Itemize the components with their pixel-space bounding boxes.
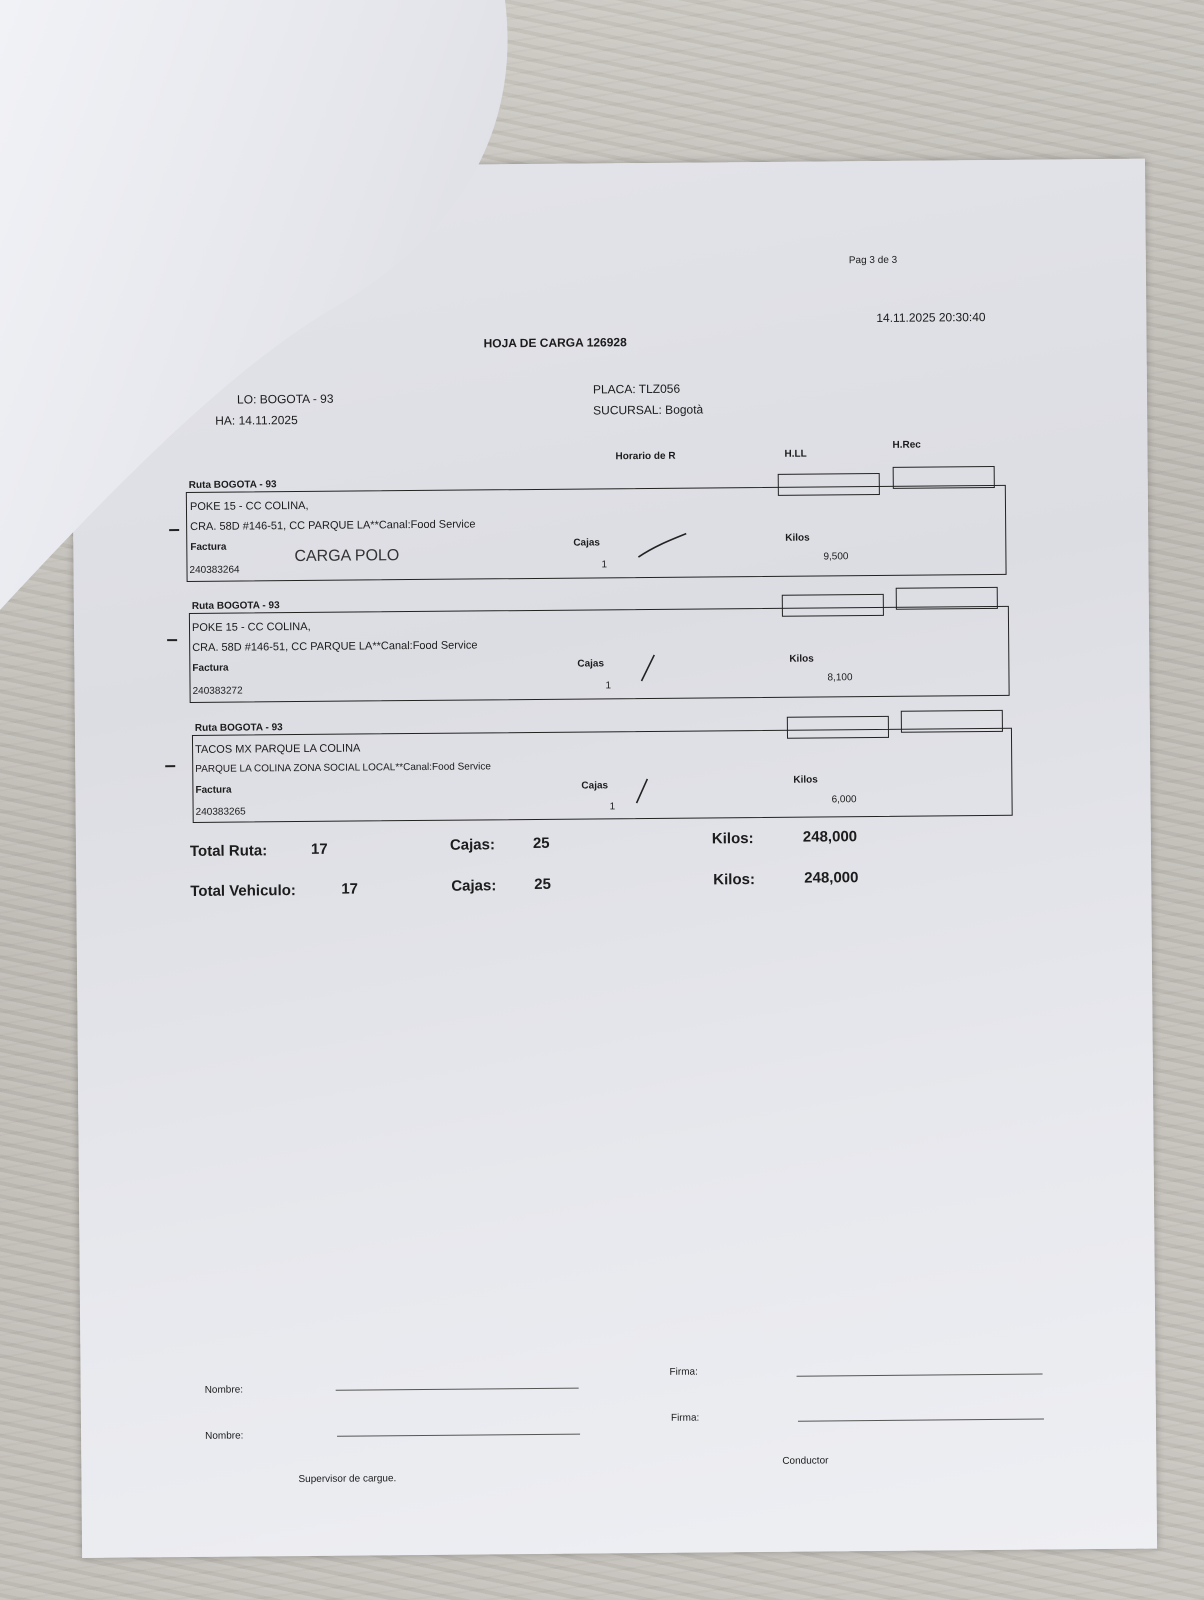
hrec-box	[893, 466, 995, 489]
total-route-cajas: 25	[532, 834, 550, 852]
total-route-cajas-label: Cajas:	[449, 836, 496, 854]
hll-box	[782, 594, 884, 617]
entry-factura-label: Factura	[192, 662, 229, 674]
entry-box	[186, 485, 1007, 582]
signature-firma-label: Firma:	[670, 1412, 700, 1424]
total-vehicle-value: 17	[341, 880, 359, 898]
tick-mark-icon	[169, 529, 179, 531]
entry-cajas-label: Cajas	[573, 537, 601, 549]
entry-route: Ruta BOGOTA - 93	[191, 600, 280, 612]
column-horario: Horario de R	[615, 450, 676, 463]
signature-line	[337, 1434, 580, 1437]
entry-factura: 240383265	[195, 806, 246, 818]
entry-kilos-label: Kilos	[785, 532, 810, 544]
entry-factura: 240383272	[192, 685, 243, 697]
total-vehicle-cajas: 25	[534, 875, 552, 893]
plate-field: PLACA: TLZ056	[592, 381, 681, 397]
entry-factura: 240383264	[189, 564, 240, 576]
hll-box	[787, 716, 889, 739]
total-route-kilos: 248,000	[802, 828, 858, 846]
column-hll: H.LL	[784, 448, 807, 460]
branch-field: SUCURSAL: Bogotà	[593, 402, 704, 418]
entry-client: POKE 15 - CC COLINA,	[189, 499, 309, 513]
entry-kilos-label: Kilos	[789, 653, 814, 665]
hrec-box	[896, 587, 998, 610]
signature-name-label: Nombre:	[205, 1430, 244, 1442]
entry-route: Ruta BOGOTA - 93	[194, 722, 283, 734]
entry-cajas-label: Cajas	[577, 658, 605, 670]
page-number: Pag 3 de 3	[848, 254, 898, 267]
tick-mark-icon	[167, 639, 177, 641]
tick-mark-icon	[165, 765, 175, 767]
driver-caption: Conductor	[782, 1455, 829, 1467]
total-route-kilos-label: Kilos:	[711, 830, 754, 848]
entry-box	[189, 606, 1010, 703]
entry-address: CRA. 58D #146-51, CC PARQUE LA**Canal:Food Service	[190, 518, 476, 533]
signature-line	[798, 1419, 1044, 1422]
hrec-box	[901, 710, 1003, 733]
check-mark-icon	[640, 653, 660, 683]
date-field: HA: 14.11.2025	[215, 413, 298, 428]
entry-kilos: 8,100	[827, 672, 853, 684]
entry-client: TACOS MX PARQUE LA COLINA	[195, 742, 361, 756]
total-route-label: Total Ruta:	[189, 842, 268, 860]
entry-address: CRA. 58D #146-51, CC PARQUE LA**Canal:Food Service	[192, 639, 478, 654]
entry-factura-label: Factura	[190, 541, 227, 553]
entry-cajas-label: Cajas	[581, 780, 609, 792]
entry-kilos-label: Kilos	[793, 774, 818, 786]
signature-line	[336, 1388, 579, 1391]
check-mark-icon	[635, 777, 655, 805]
total-route-value: 17	[310, 840, 328, 858]
total-vehicle-kilos-label: Kilos:	[713, 871, 755, 889]
entry-route: Ruta BOGOTA - 93	[188, 479, 277, 491]
signature-name-label: Nombre:	[204, 1384, 244, 1396]
document-title: HOJA DE CARGA 126928	[483, 335, 627, 351]
entry-factura-label: Factura	[195, 784, 232, 796]
print-timestamp: 14.11.2025 20:30:40	[876, 310, 986, 325]
entry-cajas: 1	[605, 680, 612, 692]
route-field: LO: BOGOTA - 93	[236, 391, 334, 407]
entry-kilos: 6,000	[831, 794, 857, 806]
entry-note: CARGA POLO	[294, 547, 400, 566]
entry-client: POKE 15 - CC COLINA,	[191, 620, 311, 634]
signature-firma-label: Firma:	[669, 1366, 698, 1378]
supervisor-caption: Supervisor de cargue.	[298, 1473, 397, 1486]
entry-kilos: 9,500	[823, 551, 849, 563]
column-hrec: H.Rec	[892, 439, 921, 451]
total-vehicle-cajas-label: Cajas:	[451, 877, 497, 895]
total-vehicle-label: Total Vehiculo:	[190, 882, 296, 900]
total-vehicle-kilos: 248,000	[804, 869, 859, 887]
entry-cajas: 1	[601, 559, 608, 571]
signature-line	[797, 1374, 1043, 1377]
entry-cajas: 1	[609, 801, 616, 813]
check-mark-icon	[638, 531, 688, 561]
hll-box	[778, 473, 880, 496]
entry-address: PARQUE LA COLINA ZONA SOCIAL LOCAL**Canal:Food Service	[195, 761, 491, 775]
